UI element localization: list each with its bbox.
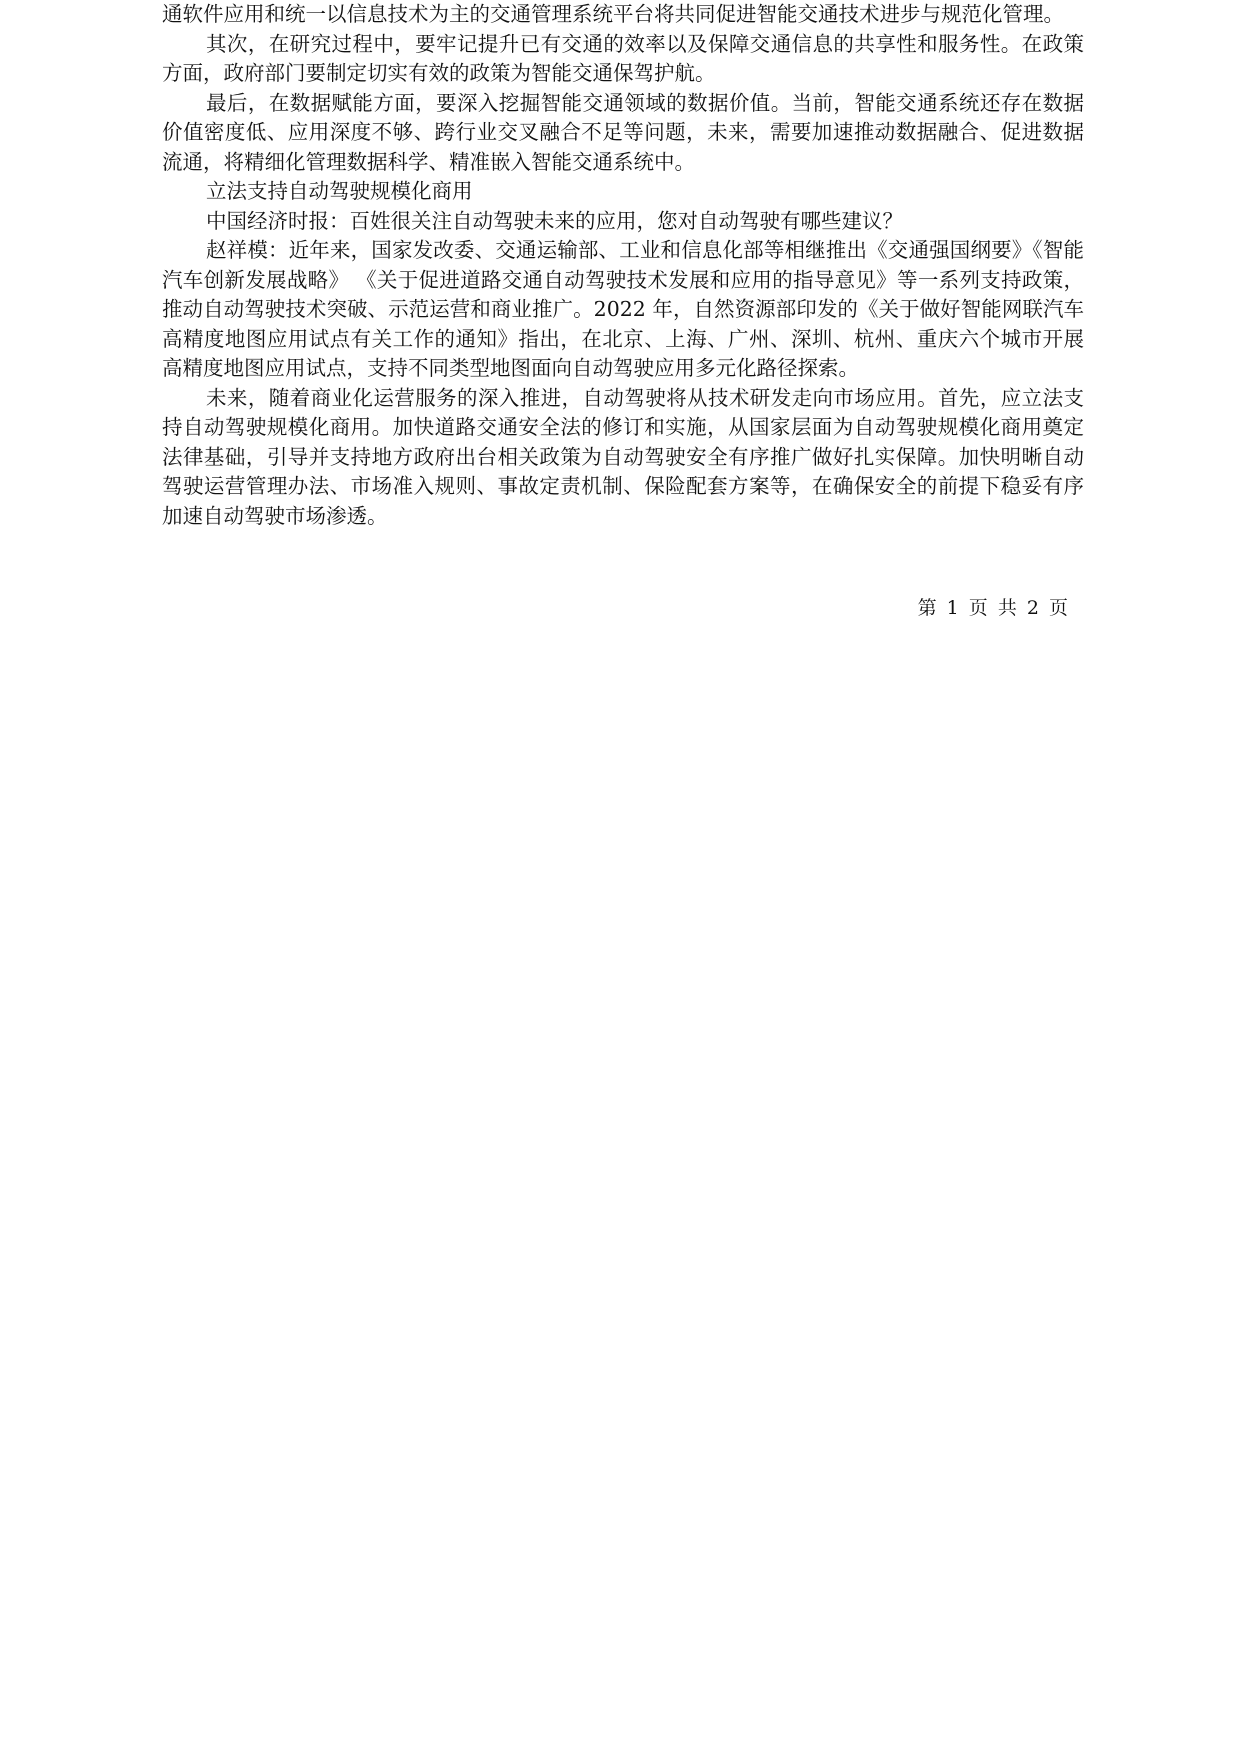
interview-question: 中国经济时报：百姓很关注自动驾驶未来的应用，您对自动驾驶有哪些建议？	[206, 208, 903, 233]
paragraph-3: 最后，在数据赋能方面，要深入挖掘智能交通领域的数据价值。当前，智能交通系统还存在数据价值密度低、应用深度不够、跨行业交叉融合不足等问题，未来，需要加速推动数据融合、促进数据流通，将精细化管理数据科学、精准嵌入智能交通系统中。	[162, 90, 1084, 174]
interview-answer: 赵祥模：近年来，国家发改委、交通运输部、工业和信息化部等相继推出《交通强国纲要》《智能汽车创新发展战略》 《关于促进道路交通自动驾驶技术发展和应用的指导意见》等一系列支持政策，推动自动驾驶技术突破、示范运营和商业推广。2022 年，自然资源部印发的《关于做好智能网联汽车高精度地图应用试点有关工作的通知》指出，在北京、上海、广州、深圳、杭州、重庆六个城市开展高精度地图应用试点，支持不同类型地图面向自动驾驶应用多元化路径探索。	[162, 238, 1084, 380]
page-number-footer: 第 1 页 共 2 页	[917, 597, 1068, 619]
section-heading: 立法支持自动驾驶规模化商用	[206, 179, 473, 203]
document-page	[162, 0, 1084, 1754]
paragraph-1: 通软件应用和统一以信息技术为主的交通管理系统平台将共同促进智能交通技术进步与规范化管理。	[162, 2, 1064, 26]
paragraph-2: 其次，在研究过程中，要牢记提升已有交通的效率以及保障交通信息的共享性和服务性。在政策方面，政府部门要制定切实有效的政策为智能交通保驾护航。	[162, 31, 1084, 85]
body-text	[162, 0, 1084, 531]
paragraph-7: 未来，随着商业化运营服务的深入推进，自动驾驶将从技术研发走向市场应用。首先，应立法支持自动驾驶规模化商用。加快道路交通安全法的修订和实施，从国家层面为自动驾驶规模化商用奠定法律基础，引导并支持地方政府出台相关政策为自动驾驶安全有序推广做好扎实保障。加快明晰自动驾驶运营管理办法、市场准入规则、事故定责机制、保险配套方案等，在确保安全的前提下稳妥有序加速自动驾驶市场渗透。	[162, 385, 1084, 528]
